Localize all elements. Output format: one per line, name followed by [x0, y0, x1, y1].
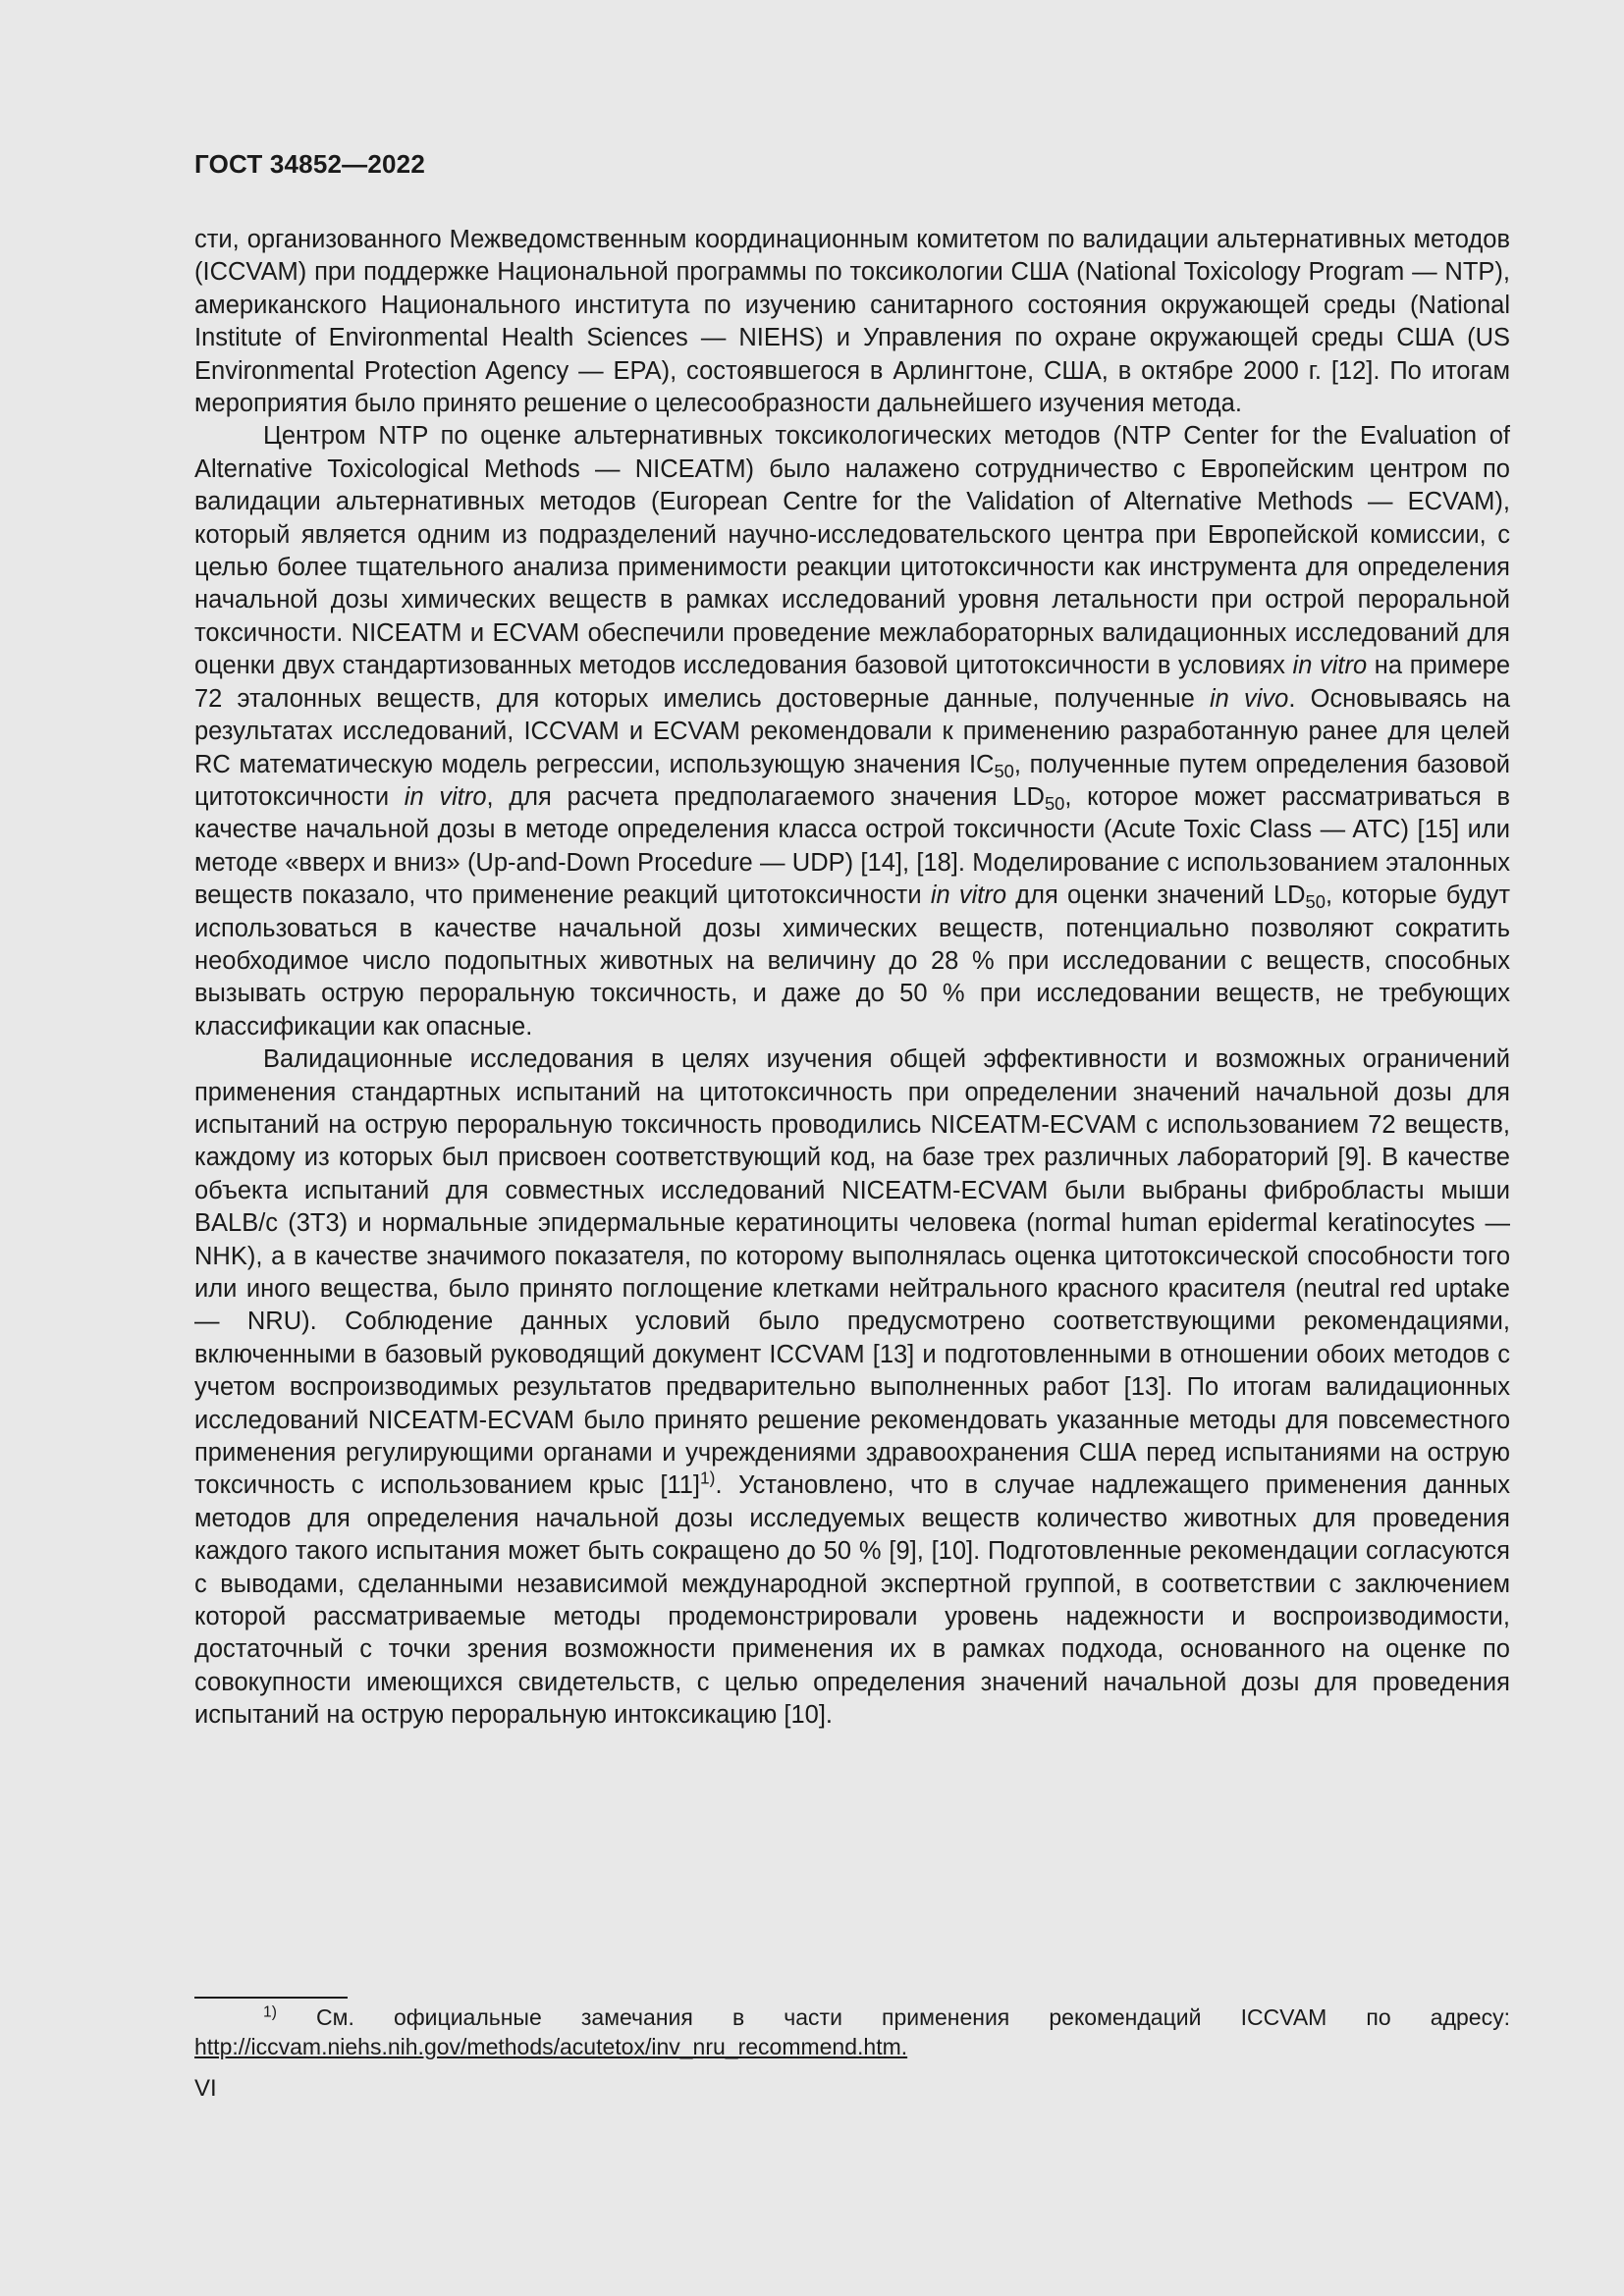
paragraph-text: сти, организованного Межведомственным координационным комитетом по валидации альтернативных методов (ICCVAM) при поддержке Национальной программы по токсикологии США (National Toxicology Program — NTP), американского Национального института по изучению санитарного состояния окружающей среды (National Institute of Environmental Health Sciences — NIEHS) и Управления по охране окружающей среды США (US Environmental Protection Agency — EPA), состоявшегося в Арлингтоне, США, в октябре 2000 г. [12]. По итогам мероприятия было принято решение о целесообразности дальнейшего изучения метода. — [194, 226, 1510, 418]
paragraph-2 — [194, 420, 1510, 1043]
document-id-header: ГОСТ 34852—2022 — [194, 149, 425, 179]
body-text — [194, 224, 1510, 1733]
page-number: VI — [194, 2075, 217, 2102]
paragraph-text: Центром NTP по оценке альтернативных токсикологических методов (NTP Center for the Evaluation of Alternative Toxicological Methods — NICEATM) было налажено сотрудничество с Европейским центром по валидации альтернативных методов (European Centre for the Validation of Alternative Methods — ECVAM), который является одним из подразделений научно-исследовательского центра при Европейской комиссии, с целью более тщательного анализа применимости реакции цитотоксичности как инструмента для определения начальной дозы химических веществ в рамках исследований уровня летальности при острой пероральной токсичности. NICEATM и ECVAM обеспечили проведение межлабораторных валидационных исследований для оценки двух стандартизованных методов исследования базовой цитотоксичности в условиях — [194, 422, 1510, 680]
footnote-marker: 1) — [263, 2003, 277, 2021]
footnote-link[interactable]: http://iccvam.niehs.nih.gov/methods/acutetox/inv_nru_recommend.htm. — [194, 2034, 908, 2059]
italic-term: in vitro — [1292, 652, 1368, 680]
italic-term: in vitro — [930, 881, 1007, 910]
footnote-text: См. официальные замечания в части применения рекомендаций ICCVAM по адресу: — [276, 2004, 1510, 2030]
footnote-ref: 1) — [700, 1468, 716, 1488]
subscript: 50 — [1305, 891, 1326, 913]
paragraph-text: . Основываясь на результатах исследований, ICCVAM и ECVAM рекомендовали к применению разработанную ранее для целей RC математическую модель регрессии, использующую значения IC — [194, 684, 1511, 778]
paragraph-text: . Установлено, что в случае надлежащего применения данных методов для определения начальной дозы исследуемых веществ количество животных для проведения каждого такого испытания может быть сокращено до 50 % [9], [10]. Подготовленные рекомендации согласуются с выводами, сделанными независимой международной экспертной группой, в соответствии с заключением которой рассматриваемые методы продемонстрировали уровень надежности и воспроизводимости, достаточный с точки зрения возможности применения их в рамках подхода, основанного на оценке по совокупности имеющихся свидетельств, с целью определения значений начальной дозы для проведения испытаний на острую пероральную интоксикацию [10]. — [194, 1471, 1510, 1730]
italic-term: in vivo — [1210, 684, 1289, 713]
paragraph-text: , полученные путем определения базовой цитотоксичности — [194, 750, 1510, 811]
paragraph-1 — [194, 224, 1510, 420]
paragraph-3 — [194, 1043, 1510, 1733]
paragraph-text: для оценки значений LD — [1006, 881, 1306, 910]
footnote-separator — [194, 1997, 348, 1999]
subscript: 50 — [1044, 793, 1065, 815]
paragraph-text: , которые будут использоваться в качестве начальной дозы химических веществ, потенциально позволяют сократить необходимое число подопытных животных на величину до 28 % при исследовании с веществ, способных вызывать острую пероральную токсичность, и даже до 50 % при исследовании веществ, не требующих классификации как опасные. — [194, 881, 1511, 1041]
subscript: 50 — [994, 760, 1014, 781]
paragraph-text: Валидационные исследования в целях изучения общей эффективности и возможных ограничений применения стандартных испытаний на цитотоксичность при определении значений начальной дозы для испытаний на острую пероральную токсичность проводились NICEATM-ECVAM с использованием 72 веществ, каждому из которых был присвоен соответствующий код, на базе трех различных лабораторий [9]. В качестве объекта испытаний для совместных исследований NICEATM-ECVAM были выбраны фибробласты мыши BALB/c (3T3) и нормальные эпидермальные кератиноциты человека (normal human epidermal keratinocytes — NHK), а в качестве значимого показателя, по которому выполнялась оценка цитотоксической способности того или иного вещества, было принято поглощение клетками нейтрального красного красителя (neutral red uptake — NRU). Соблюдение данных условий было предусмотрено соответствующими рекомендациями, включенными в базовый руководящий документ ICCVAM [13] и подготовленными в отношении обоих методов с учетом воспроизводимых результатов предварительно выполненных работ [13]. По итогам валидационных исследований NICEATM-ECVAM было принято решение рекомендовать указанные методы для повсеместного применения регулирующими органами и учреждениями здравоохранения США перед испытаниями на острую токсичность с использованием крыс [11] — [194, 1045, 1510, 1500]
paragraph-text: , которое может рассматриваться в качестве начальной дозы в методе определения класса острой токсичности (Acute Toxic Class — ATC) [15] или методе «вверх и вниз» (Up-and-Down Procedure — UDP) [14], [18]. Моделирование с использованием эталонных веществ показало, что применение реакций цитотоксичности — [194, 782, 1510, 910]
paragraph-text: на примере 72 эталонных веществ, для которых имелись достоверные данные, полученные — [194, 652, 1511, 713]
italic-term: in vitro — [404, 782, 487, 811]
paragraph-text: , для расчета предполагаемого значения LD — [486, 782, 1045, 811]
footnote — [194, 2002, 1510, 2061]
